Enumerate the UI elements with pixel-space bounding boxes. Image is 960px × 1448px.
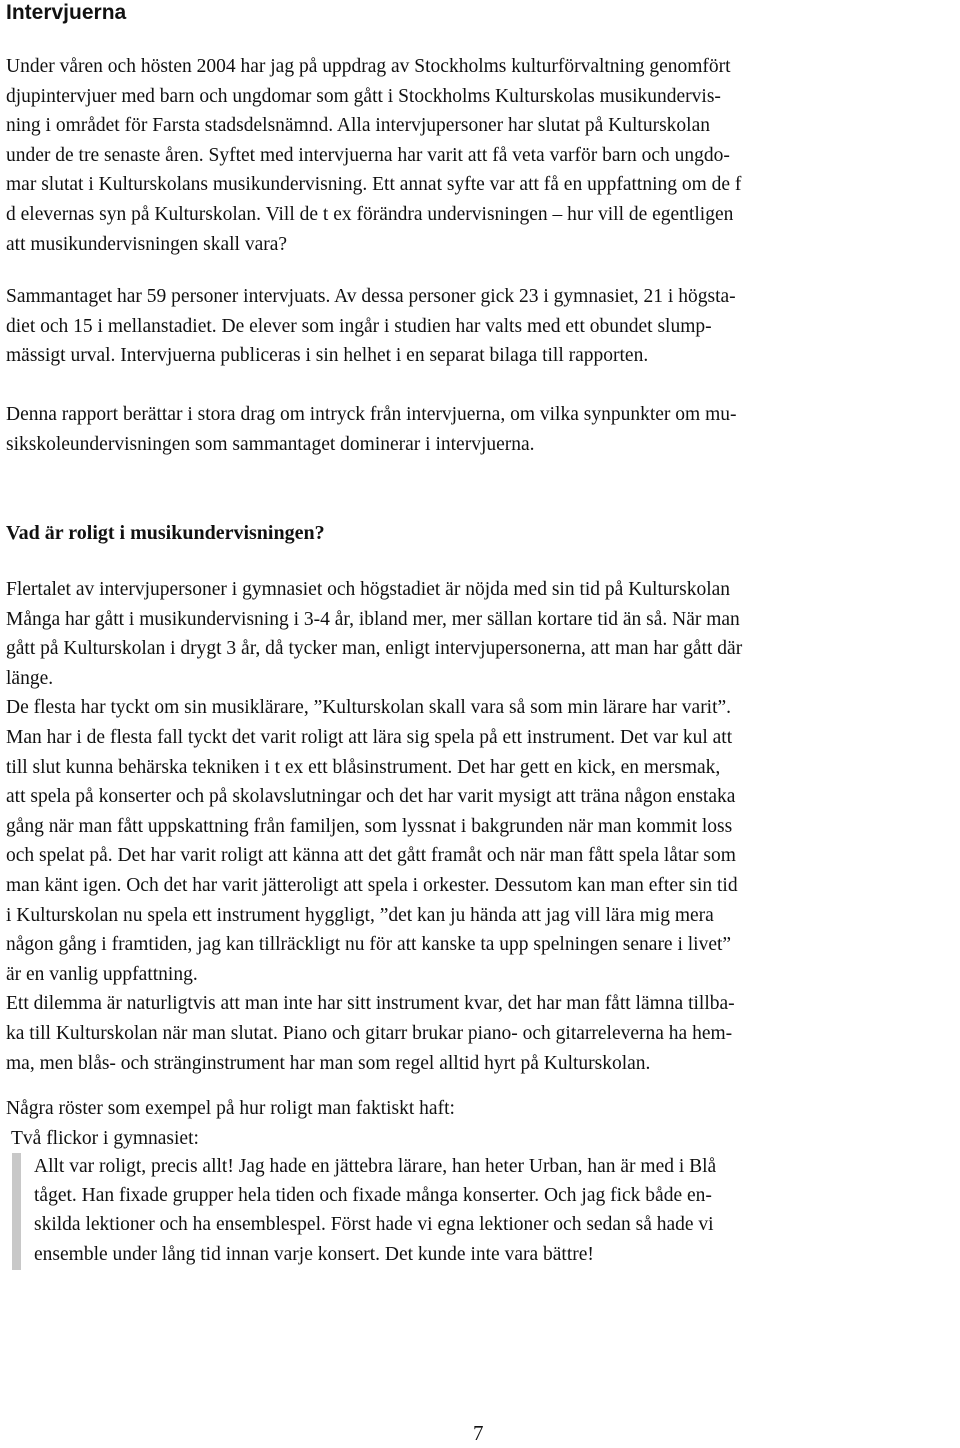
section-heading: Vad är roligt i musikundervisningen? [6, 522, 325, 544]
intro-paragraph-2 [6, 282, 952, 371]
text-line: ma, men blås- och stränginstrument har man som regel alltid hyrt på Kulturskolan. [6, 1052, 651, 1074]
quote-line: skilda lektioner och ha ensemblespel. Först hade vi egna lektioner och sedan så hade vi [34, 1214, 714, 1236]
text-line: någon gång i framtiden, jag kan tillräckligt nu för att kanske ta upp spelningen senare i livet” [6, 934, 732, 956]
text-line: till slut kunna behärska tekniken i t ex ett blåsinstrument. Det har gett en kick, en mersmak, [6, 756, 721, 778]
text-line: länge. [6, 667, 54, 689]
quote-line: tåget. Han fixade grupper hela tiden och fixade många konserter. Och jag fick både en- [34, 1185, 712, 1207]
text-line: Under våren och hösten 2004 har jag på uppdrag av Stockholms kulturförvaltning genomfört [6, 56, 731, 77]
page-number: 7 [473, 1421, 484, 1445]
text-line: ning i området för Farsta stadsdelsnämnd. Alla intervjupersoner har slutat på Kulturskolan [6, 115, 711, 137]
text-line: Sammantaget har 59 personer intervjuats. Av dessa personer gick 23 i gymnasiet, 21 i högsta- [6, 286, 736, 307]
quote-block [34, 1152, 944, 1269]
text-line: mässigt urval. Intervjuerna publiceras i sin helhet i en separat bilaga till rapporten. [6, 345, 649, 367]
text-line: mar slutat i Kulturskolans musikundervisning. Ett annat syfte var att få en uppfattning om de f [6, 174, 742, 196]
text-line: Många har gått i musikundervisning i 3-4 år, ibland mer, mer sällan kortare tid än så. När man [6, 608, 740, 630]
intro-paragraph-1 [6, 52, 952, 259]
intro-paragraph-3 [6, 400, 952, 459]
text-line: djupintervjuer med barn och ungdomar som gått i Stockholms Kulturskolas musikundervis- [6, 85, 721, 107]
page-heading: Intervjuerna [6, 1, 127, 24]
text-line: Man har i de flesta fall tyckt det varit roligt att lära sig spela på ett instrument. Det var kul att [6, 726, 733, 748]
text-line: gång när man fått uppskattning från familjen, som lyssnat i bakgrunden när man kommit loss [6, 815, 733, 837]
text-line: Ett dilemma är naturligtvis att man inte har sitt instrument kvar, det har man fått lämna tillba- [6, 993, 735, 1015]
text-line: man känt igen. Och det har varit jätteroligt att spela i orkester. Dessutom kan man efter sin tid [6, 874, 738, 896]
text-line: i Kulturskolan nu spela ett instrument hyggligt, ”det kan ju hända att jag vill lära mig mera [6, 904, 714, 926]
quote-bar [12, 1153, 21, 1270]
text-line: De flesta har tyckt om sin musiklärare, ”Kulturskolan skall vara så som min lärare har varit”. [6, 697, 732, 719]
quote-line: ensemble under lång tid innan varje konsert. Det kunde inte vara bättre! [34, 1243, 594, 1265]
text-line: under de tre senaste åren. Syftet med intervjuerna har varit att få veta varför barn och ungdo- [6, 144, 730, 166]
text-line: Denna rapport berättar i stora drag om intryck från intervjuerna, om vilka synpunkter om mu- [6, 404, 737, 425]
section-body [6, 575, 952, 1078]
text-line: är en vanlig uppfattning. [6, 963, 198, 985]
text-line: d elevernas syn på Kulturskolan. Vill de t ex förändra undervisningen – hur vill de egentligen [6, 203, 734, 225]
text-line: gått på Kulturskolan i drygt 3 år, då tycker man, enligt intervjupersonerna, att man har gått där [6, 638, 743, 660]
text-line: ka till Kulturskolan när man slutat. Piano och gitarr brukar piano- och gitarreleverna ha hem- [6, 1022, 733, 1044]
text-line: att musikundervisningen skall vara? [6, 233, 288, 255]
text-line: sikskoleundervisningen som sammantaget dominerar i intervjuerna. [6, 433, 535, 455]
speaker-label: Två flickor i gymnasiet: [11, 1127, 199, 1149]
examples-intro-block [6, 1094, 952, 1153]
examples-intro: Några röster som exempel på hur roligt man faktiskt haft: [6, 1098, 455, 1119]
text-line: diet och 15 i mellanstadiet. De elever som ingår i studien har valts med ett obundet slump- [6, 315, 712, 337]
text-line: att spela på konserter och på skolavslutningar och det har varit mysigt att träna någon enstaka [6, 786, 736, 808]
text-line: Flertalet av intervjupersoner i gymnasiet och högstadiet är nöjda med sin tid på Kulturskolan [6, 579, 731, 600]
text-line: och spelat på. Det har varit roligt att känna att det gått framåt och när man fått spela låtar som [6, 845, 736, 867]
quote-line: Allt var roligt, precis allt! Jag hade en jättebra lärare, han heter Urban, han är med i Blå [34, 1156, 717, 1177]
